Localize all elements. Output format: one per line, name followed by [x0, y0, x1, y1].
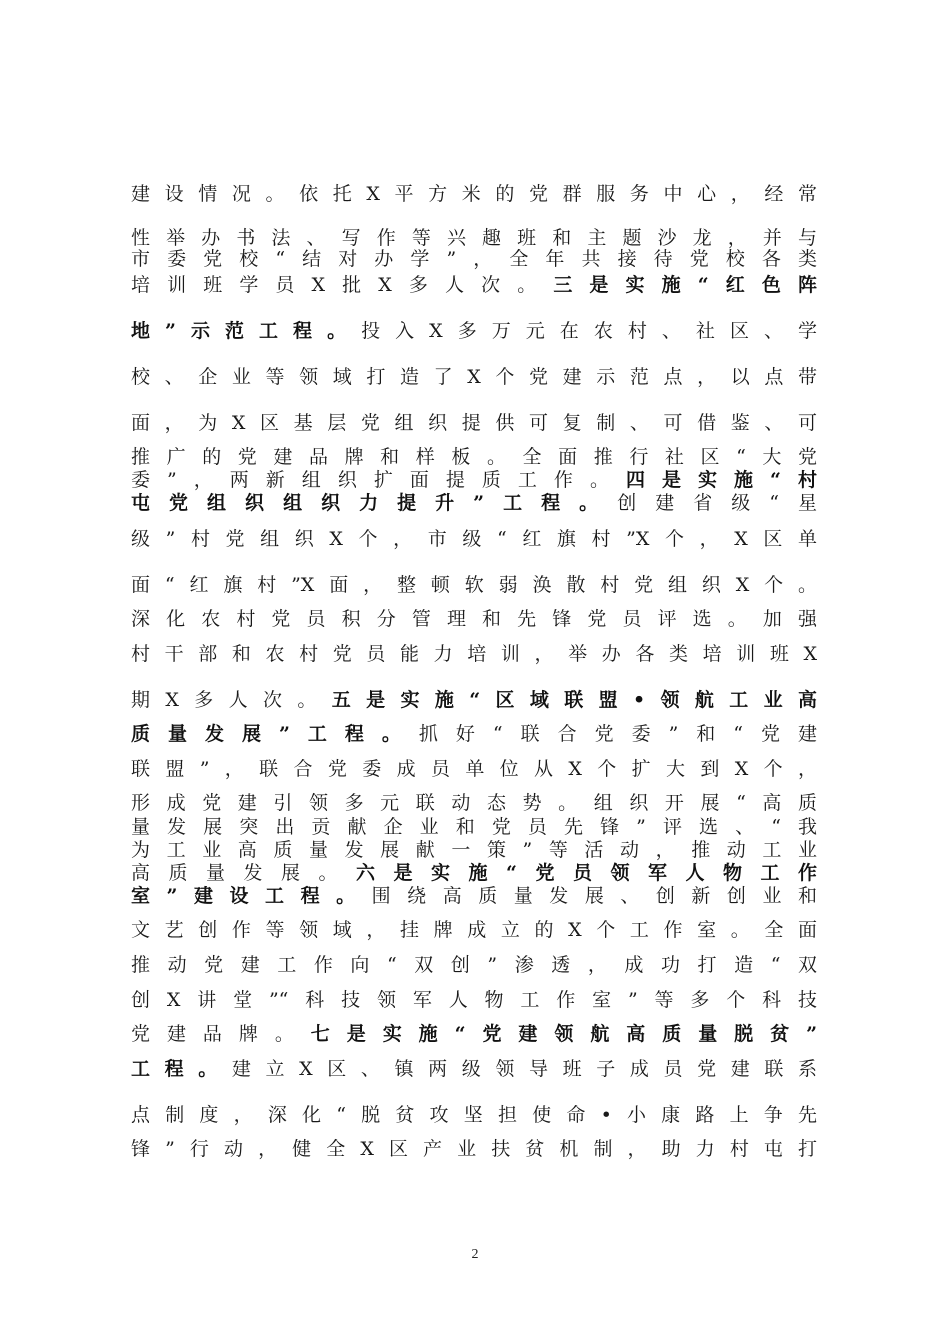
body-text: 市委党校“结对办学”，全年共接待党校各类: [131, 248, 817, 270]
body-text: 形成党建引领多元联动态势。组织开展“高质: [131, 792, 817, 814]
body-text: 围绕高质量发展、创新创业和: [371, 885, 817, 907]
body-text: 校、企业等领域打造了X个党建示范点，以点带: [131, 366, 817, 388]
body-text: 深化农村党员积分管理和先锋党员评选。加强: [131, 608, 817, 630]
text-line: [131, 917, 817, 943]
bold-heading-text: 五是实施“区域联盟•领航工业高: [331, 689, 817, 711]
bold-heading-text: 工程。: [131, 1058, 232, 1080]
bold-heading-text: 质量发展”工程。: [131, 723, 419, 745]
text-line: [131, 952, 817, 978]
body-text: 联盟”，联合党委成员单位从X个扩大到X个，: [131, 758, 817, 780]
bold-heading-text: 七是实施“党建领航高质量脱贫”: [310, 1023, 817, 1045]
bold-heading-text: 六是实施“党员领军人物工作: [356, 862, 817, 884]
body-text: 锋”行动，健全X区产业扶贫机制，助力村屯打: [131, 1138, 817, 1160]
body-text: 推动党建工作向“双创”渗透，成功打造“双: [131, 954, 817, 976]
text-line: [131, 687, 817, 713]
bold-heading-text: 地”示范工程。: [131, 320, 362, 342]
body-text: 点制度，深化“脱贫攻坚担使命•小康路上争先: [131, 1104, 817, 1126]
text-line: [131, 883, 817, 909]
text-line: [131, 606, 817, 632]
text-line: [131, 272, 817, 298]
bold-heading-text: 屯党组织组织力提升”工程。: [131, 492, 618, 514]
text-line: [131, 410, 817, 436]
body-text: 投入X多万元在农村、社区、学: [361, 320, 817, 342]
text-line: [131, 318, 817, 344]
body-text: 级”村党组织X个，市级“红旗村”X个，X区单: [131, 528, 817, 550]
body-text: 党建品牌。: [131, 1023, 311, 1045]
text-line: [131, 572, 817, 598]
body-text: 文艺创作等领域，挂牌成立的X个工作室。全面: [131, 919, 817, 941]
body-text: 建立X区、镇两级领导班子成员党建联系: [231, 1058, 817, 1080]
body-text: 面“红旗村”X面，整顿软弱涣散村党组织X个。: [131, 574, 817, 596]
text-line: [131, 756, 817, 782]
body-text: 培训班学员X批X多人次。: [131, 274, 554, 296]
body-text: 推广的党建品牌和样板。全面推行社区“大党: [131, 446, 817, 468]
text-line: [131, 526, 817, 552]
text-line: [131, 1136, 817, 1162]
body-text: 抓好“联合党委”和“党建: [418, 723, 817, 745]
body-text: 创X讲堂”“科技领军人物工作室”等多个科技: [131, 989, 817, 1011]
body-text: 面，为X区基层党组织提供可复制、可借鉴、可: [131, 412, 817, 434]
text-line: [131, 1056, 817, 1082]
text-line: [131, 181, 817, 207]
body-text: 创建省级“星: [617, 492, 817, 514]
bold-heading-text: 四是实施“村: [625, 469, 817, 491]
text-line: [131, 790, 817, 816]
text-line: [131, 721, 817, 747]
body-text: 为工业高质量发展献一策”等活动，推动工业: [131, 839, 817, 861]
body-text: 建设情况。依托X平方米的党群服务中心，经常: [131, 183, 817, 205]
text-line: [131, 1102, 817, 1128]
body-text: 高质量发展。: [131, 862, 357, 884]
text-line: [131, 246, 817, 272]
text-line: [131, 364, 817, 390]
body-text: 量发展突出贡献企业和党员先锋”评选、“我: [131, 816, 817, 838]
body-text: 委”，两新组织扩面提质工作。: [131, 469, 626, 491]
body-text: 性举办书法、写作等兴趣班和主题沙龙，并与: [131, 227, 817, 249]
text-line: [131, 1021, 817, 1047]
text-line: [131, 641, 817, 667]
text-line: [131, 987, 817, 1013]
bold-heading-text: 室”建设工程。: [131, 885, 372, 907]
bold-heading-text: 三是实施“红色阵: [553, 274, 817, 296]
page-number: 2: [471, 1247, 479, 1262]
text-line: [131, 490, 817, 516]
body-text: 期X多人次。: [131, 689, 332, 711]
body-text: 村干部和农村党员能力培训，举办各类培训班X: [131, 643, 817, 665]
